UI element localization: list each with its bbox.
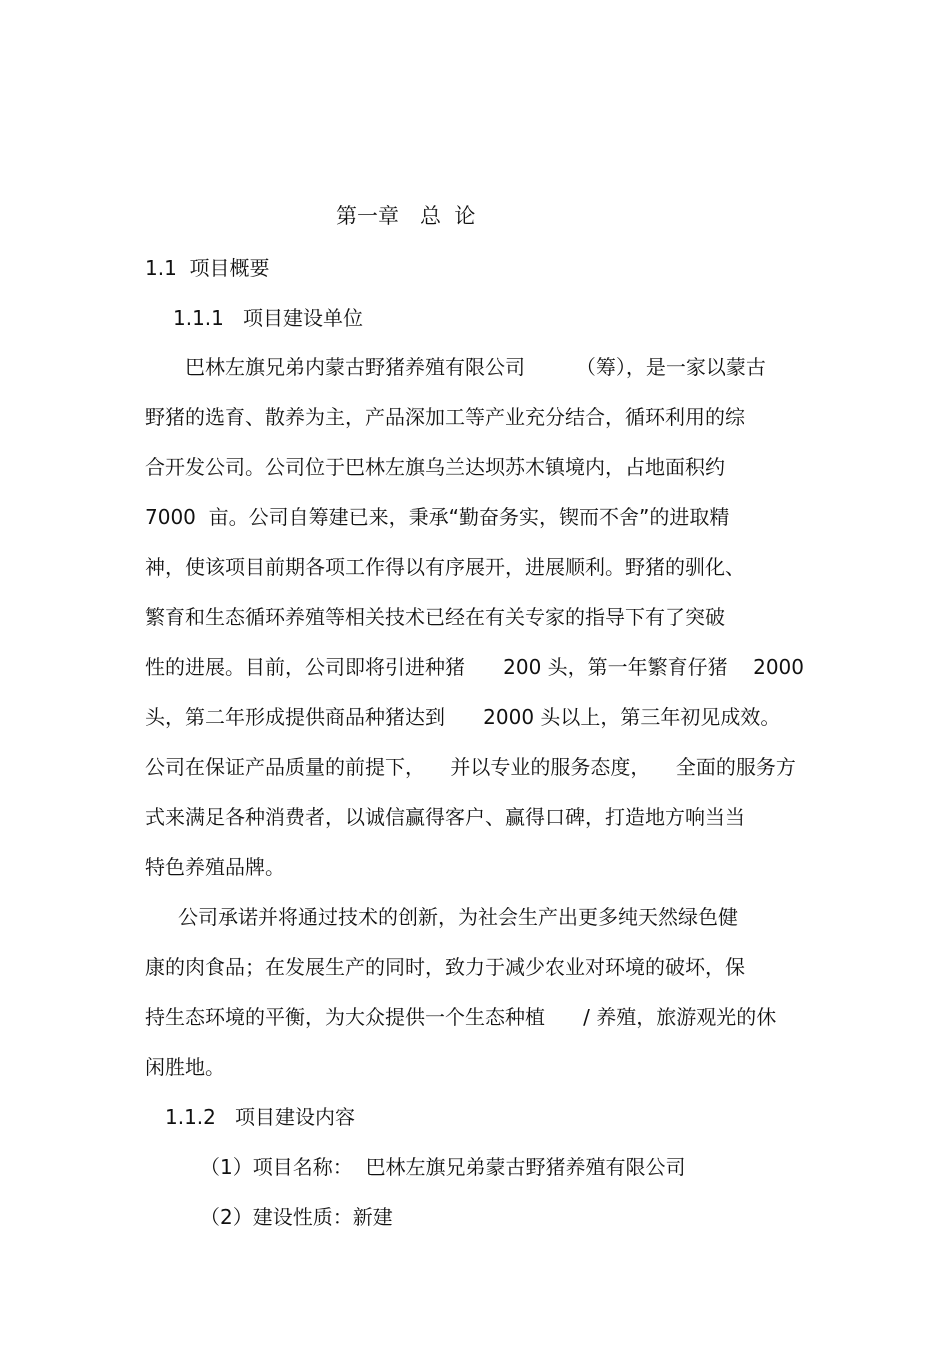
paragraph-1-line: 特色养殖品牌。: [145, 855, 285, 879]
paragraph-2-line: 持生态环境的平衡，为大众提供一个生态种植 / 养殖，旅游观光的休: [145, 1005, 777, 1029]
construction-nature-item: （2）建设性质：新建: [200, 1205, 393, 1229]
paragraph-1-line: 野猪的选育、散养为主，产品深加工等产业充分结合，循环利用的综: [145, 405, 745, 429]
paragraph-1-line: 繁育和生态循环养殖等相关技术已经在有关专家的指导下有了突破: [145, 605, 725, 629]
subsection-heading-1-1-1: 1.1.1 项目建设单位: [173, 306, 363, 330]
paragraph-1-line: 式来满足各种消费者，以诚信赢得客户、赢得口碑，打造地方响当当: [145, 805, 745, 829]
paragraph-2-line: 闲胜地。: [145, 1055, 225, 1079]
paragraph-2-line: 康的肉食品；在发展生产的同时，致力于减少农业对环境的破坏，保: [145, 955, 745, 979]
section-heading-1-1: 1.1 项目概要: [145, 256, 270, 280]
chapter-title: 第一章 总 论: [336, 204, 476, 228]
paragraph-1-line: 头，第二年形成提供商品种猪达到 2000 头以上，第三年初见成效。: [145, 705, 781, 729]
paragraph-1-line: 合开发公司。公司位于巴林左旗乌兰达坝苏木镇境内，占地面积约: [145, 455, 725, 479]
subsection-heading-1-1-2: 1.1.2 项目建设内容: [165, 1105, 355, 1129]
paragraph-1-line: 巴林左旗兄弟内蒙古野猪养殖有限公司 （筹），是一家以蒙古: [185, 355, 766, 379]
paragraph-2-line: 公司承诺并将通过技术的创新，为社会生产出更多纯天然绿色健: [178, 905, 738, 929]
paragraph-1-line: 神，使该项目前期各项工作得以有序展开，进展顺利。野猪的驯化、: [145, 555, 745, 579]
project-name-item: （1）项目名称： 巴林左旗兄弟蒙古野猪养殖有限公司: [200, 1155, 686, 1179]
paragraph-1-line: 性的进展。目前，公司即将引进种猪 200 头，第一年繁育仔猪 2000: [145, 655, 805, 679]
paragraph-1-line: 7000 亩。公司自筹建已来，秉承“勤奋务实，锲而不舍”的进取精: [145, 505, 730, 529]
paragraph-1-line: 公司在保证产品质量的前提下， 并以专业的服务态度， 全面的服务方: [145, 755, 796, 779]
